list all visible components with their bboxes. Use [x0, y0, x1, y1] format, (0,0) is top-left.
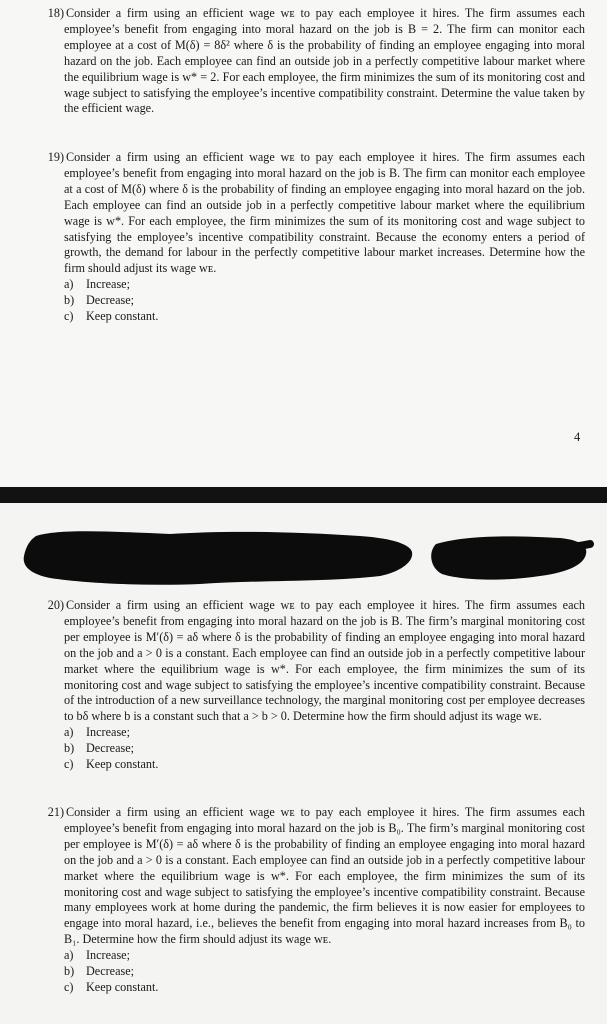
answer-options — [64, 948, 585, 996]
option-label: b) — [64, 964, 75, 979]
option-label: b) — [64, 741, 75, 756]
question-19 — [47, 150, 585, 325]
question-text: Consider a firm using an efficient wage wᴇ to pay each employee it hires. The firm assumes each employee’s benefit from engaging into moral hazard on the job is B. The firm’s marginal monitoring cost per employee is M′(δ) = aδ where δ is the probability of finding an employee engaging into moral hazard on the job and a > 0 is a constant. Each employee can find an outside job in a perfectly competitive labour market where the equilibrium wage is w*. For each employee, the firm minimizes the sum of its monitoring cost and wage subject to satisfying the employee’s incentive compatibility constraint. Because of the introduction of a new surveillance technology, the marginal monitoring cost per employee decreases to bδ where b is a constant such that a > b > 0. Determine how the firm should adjust its wage wᴇ. — [64, 598, 585, 724]
redaction-mark-left-streak — [60, 547, 400, 553]
option-c — [64, 309, 585, 325]
option-b — [64, 293, 585, 309]
option-label: c) — [64, 309, 74, 324]
option-label: a) — [64, 725, 74, 740]
option-text: Decrease; — [86, 741, 135, 756]
option-text: Increase; — [86, 725, 130, 740]
option-text: Decrease; — [86, 964, 135, 979]
question-18 — [47, 6, 585, 117]
option-text: Increase; — [86, 948, 130, 963]
question-number: 18) — [47, 6, 64, 20]
answer-options — [64, 277, 585, 325]
page-number: 4 — [574, 430, 581, 444]
answer-options — [64, 725, 585, 773]
question-number: 21) — [47, 805, 64, 819]
option-c — [64, 980, 585, 996]
option-text: Keep constant. — [86, 979, 159, 994]
redaction-marks — [0, 522, 607, 592]
question-text: Consider a firm using an efficient wage wᴇ to pay each employee it hires. The firm assumes each employee’s benefit from engaging into moral hazard on the job is B. The firm can monitor each employee at a cost of M(δ) where δ is the probability of finding an employee engaging into moral hazard on the job. Each employee can find an outside job in a perfectly competitive labour market where the equilibrium wage is w*. For each employee, the firm minimizes the sum of its monitoring cost and wage subject to satisfying the employee’s incentive compatibility constraint. Because the economy enters a period of growth, the demand for labour in the perfectly competitive labour market increases. Determine how the firm should adjust its wage wᴇ. — [64, 150, 585, 276]
redaction-mark-left — [24, 531, 412, 585]
page-divider — [0, 487, 607, 503]
option-text: Keep constant. — [86, 757, 159, 772]
option-a — [64, 725, 585, 741]
option-label: a) — [64, 277, 74, 292]
option-label: b) — [64, 293, 75, 308]
question-number: 20) — [47, 598, 64, 612]
option-b — [64, 741, 585, 757]
option-c — [64, 757, 585, 773]
option-a — [64, 277, 585, 293]
question-number: 19) — [47, 150, 64, 164]
option-text: Increase; — [86, 277, 130, 292]
question-text: Consider a firm using an efficient wage wᴇ to pay each employee it hires. The firm assumes each employee’s benefit from engaging into moral hazard on the job is B₀. The firm’s marginal monitoring cost per employee is M′(δ) = aδ where δ is the probability of finding an employee engaging into moral hazard on the job and a > 0 is a constant. Each employee can find an outside job in a perfectly competitive labour market where the equilibrium wage is w*. For each employee, the firm minimizes the sum of its monitoring cost and wage subject to satisfying the employee’s incentive compatibility constraint. Because many employees work at home during the pandemic, the firm believes it is now easier for employees to engage into moral hazard, i.e., believes the benefit from engaging into moral hazard increases from B₀ to B₁. Determine how the firm should adjust its wage wᴇ. — [64, 805, 585, 947]
option-label: a) — [64, 948, 74, 963]
option-text: Decrease; — [86, 293, 135, 308]
option-a — [64, 948, 585, 964]
question-21 — [47, 805, 585, 996]
option-label: c) — [64, 979, 74, 994]
option-b — [64, 964, 585, 980]
question-text: Consider a firm using an efficient wage wᴇ to pay each employee it hires. The firm assumes each employee’s benefit from engaging into moral hazard on the job is B = 2. The firm can monitor each employee at a cost of M(δ) = 8δ² where δ is the probability of finding an employee engaging into moral hazard on the job. Each employee can find an outside job in a perfectly competitive labour market where the equilibrium wage is w* = 2. For each employee, the firm minimizes the sum of its monitoring cost and wage subject to satisfying the employee’s incentive compatibility constraint. Determine the value taken by the efficient wage. — [64, 6, 585, 116]
question-20 — [47, 598, 585, 773]
option-label: c) — [64, 757, 74, 772]
option-text: Keep constant. — [86, 309, 159, 324]
